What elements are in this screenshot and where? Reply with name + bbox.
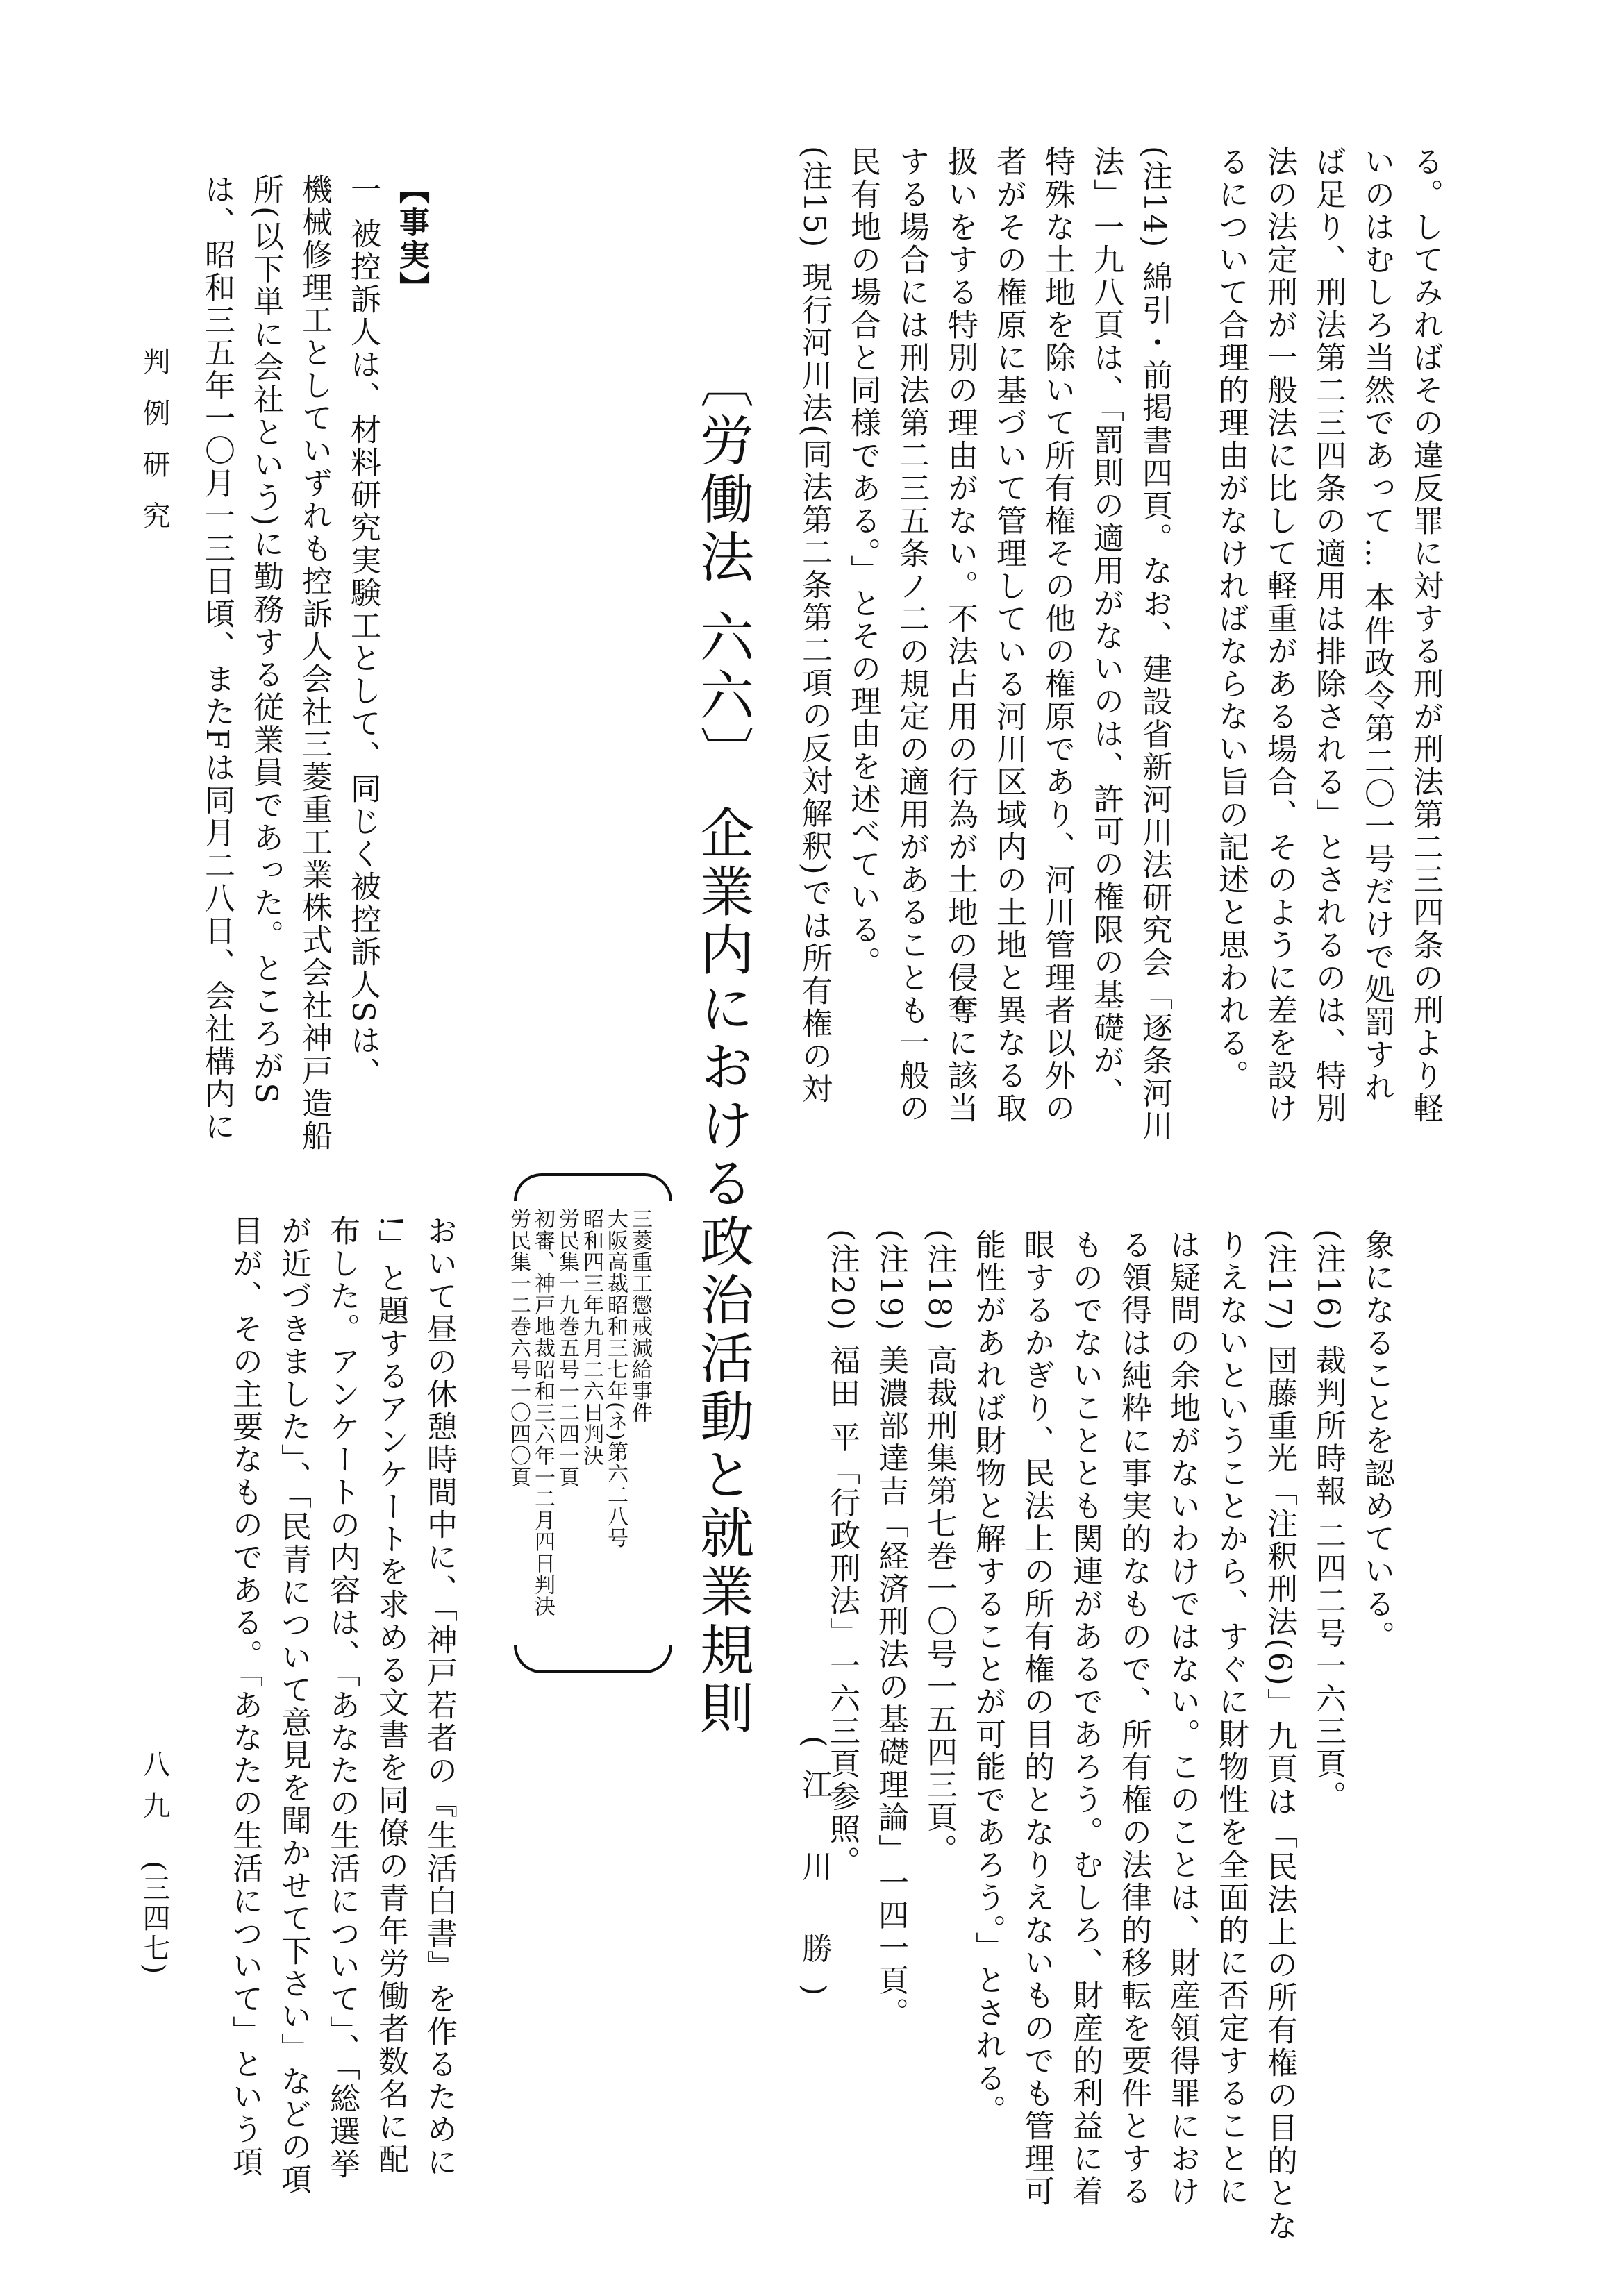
text-line: りえないということから、すぐに財物性を全面的に否定することに [1213,1229,1249,2208]
note-19: (注19) 美濃部達吉「経済刑法の基礎理論」一四一頁。 [873,1229,908,2030]
text-line: は疑問の余地がないわけではない。このことは、財産領得罪におけ [1165,1229,1200,2208]
case-bracket-bottom [514,1645,672,1673]
case-line: 労民集一二巻六号一〇四〇頁 [506,1208,531,1488]
running-title: 判例研究 [138,347,170,553]
note-20: (注20) 福田 平「行政刑法」一六三頁参照。 [824,1229,860,1879]
article-title: 〔労働法 六六〕 企業内における政治活動と就業規則 [691,354,753,1738]
text-line: おいて昼の休憩時間中に、「神戸若者の『生活白書』を作るために [422,1215,457,2179]
text-line: が近づきました」、「民青について意見を聞かせて下さい」などの項 [276,1215,311,2196]
page-number: (三四七) [138,1861,170,1977]
text-line: 法」一九八頁は、「罰則の適用がないのは、許可の権限の基礎が、 [1088,146,1124,1109]
facts-heading: 【事実】 [394,174,429,304]
text-line: は、昭和三五年一〇月一三日頃、またFは同月二八日、会社構内に [199,174,235,1143]
text-line: 特殊な土地を除いて所有権その他の権原であり、河川管理者以外の [1040,146,1075,1125]
text-line: る領得は純粋に事実的なもので、所有権の法律的移転を要件とする [1116,1229,1151,2208]
page-number-kanji: 八九 [138,1750,170,1833]
text-line: 民有地の場合と同様である。」とその理由を述べている。 [845,146,881,979]
note-15: (注15) 現行河川法(同法第二条第二項の反対解釈)では所有権の対 [797,146,832,1105]
note-14: (注14) 綿引・前掲書四頁。なお、建設省新河川法研究会「逐条河川 [1137,146,1172,1143]
text-line: 目が、その主要なものである。「あなたの生活について」という項 [227,1215,262,2179]
text-line: るについて合理的理由がなければならない旨の記述と思われる。 [1213,146,1249,1092]
case-line: 昭和四三年九月二六日判決 [579,1208,603,1466]
text-line: する場合には刑法第二三五条ノ二の規定の適用があることも一般の [894,146,929,1125]
author: (江 川 勝) [797,1736,832,2017]
case-line: 初審、神戸地裁昭和三六年一二月四日判決 [531,1208,555,1617]
case-line: 三菱重工懲戒減給事件 [628,1208,652,1423]
text-line: 象になることを認めている。 [1359,1229,1394,1653]
note-18: (注18) 高裁刑集第七巻一〇号一五四三頁。 [921,1229,957,1867]
note-17: (注17) 団藤重光「注釈刑法(6)」九頁は「民法上の所有権の目的とな [1262,1229,1297,2243]
text-line: 眼するかぎり、民法上の所有権の目的となりえないものでも管理可 [1019,1229,1054,2208]
text-line: 法の法定刑が一般法に比して軽重がある場合、そのように差を設け [1262,146,1297,1125]
text-line: 扱いをする特別の理由がない。不法占用の行為が土地の侵奪に該当 [942,146,978,1125]
text-line: !」と題するアンケートを求める文書を同僚の青年労働者数名に配 [373,1215,408,2176]
text-line: 者がその権原に基づいて管理している河川区域内の土地と異なる取 [991,146,1026,1125]
text-line: 能性があれば財物と解することが可能であろう。」とされる。 [970,1229,1006,2127]
text-line: 一 被控訴人は、材料研究実験工として、同じく被控訴人Sは、 [345,174,381,1090]
text-line: いのはむしろ当然であって… 本件政令第二〇一号だけで処罰すれ [1359,146,1394,1104]
text-line: ば足り、刑法第二三四条の適用は排除される」とされるのは、特別 [1310,146,1346,1125]
text-line: る。してみればその違反罪に対する刑が刑法第二三四条の刑より軽 [1408,146,1443,1125]
case-line: 大阪高裁昭和三七年(ネ)第六二八号 [603,1208,628,1549]
case-line: 労民集一九巻五号一二四一頁 [555,1208,579,1488]
text-line: ものでないこととも関連があるであろう。むしろ、財産的利益に着 [1067,1229,1103,2208]
case-bracket-top [514,1173,672,1201]
text-line: 所(以下単に会社という)に勤務する従業員であった。ところがS [248,174,283,1106]
note-16: (注16) 裁判所時報 二四二号一六三頁。 [1310,1229,1346,1813]
text-line: 機械修理工としていずれも控訴人会社三菱重工業株式会社神戸造船 [297,174,332,1153]
text-line: 布した。アンケートの内容は、「あなたの生活について」、「総選挙 [324,1215,360,2181]
